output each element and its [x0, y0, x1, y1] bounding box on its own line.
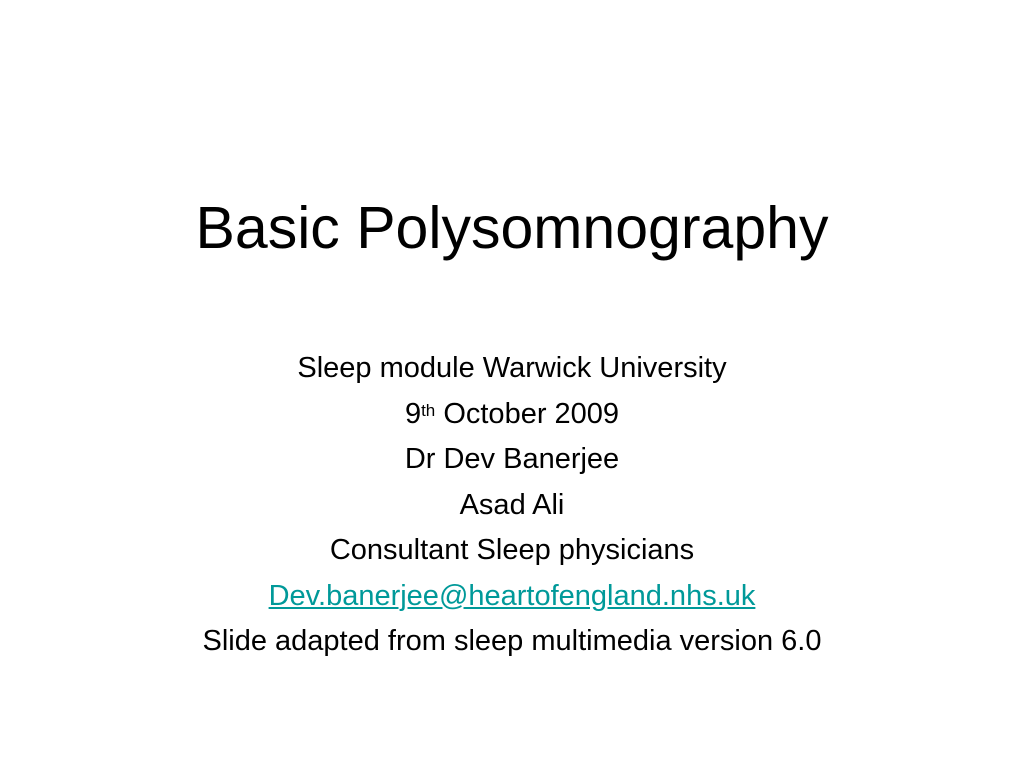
date-rest: October 2009 [435, 397, 620, 430]
presenter-line-2: Asad Ali [459, 488, 565, 521]
presenter-line-1: Dr Dev Banerjee [404, 443, 620, 475]
role-line: Consultant Sleep physicians [329, 534, 695, 566]
date-day: 9 [404, 397, 422, 430]
slide-title: Basic Polysomnography [195, 195, 829, 261]
course-line: Sleep module Warwick University [297, 352, 727, 384]
email-link[interactable]: Dev.banerjee@heartofengland.nhs.uk [268, 579, 756, 612]
credit-line: Slide adapted from sleep multimedia version 6.0 [202, 625, 822, 657]
date-suffix: th [421, 400, 436, 420]
email-line [140, 574, 884, 620]
date-line [140, 392, 884, 438]
slide-subtitle [140, 346, 884, 660]
